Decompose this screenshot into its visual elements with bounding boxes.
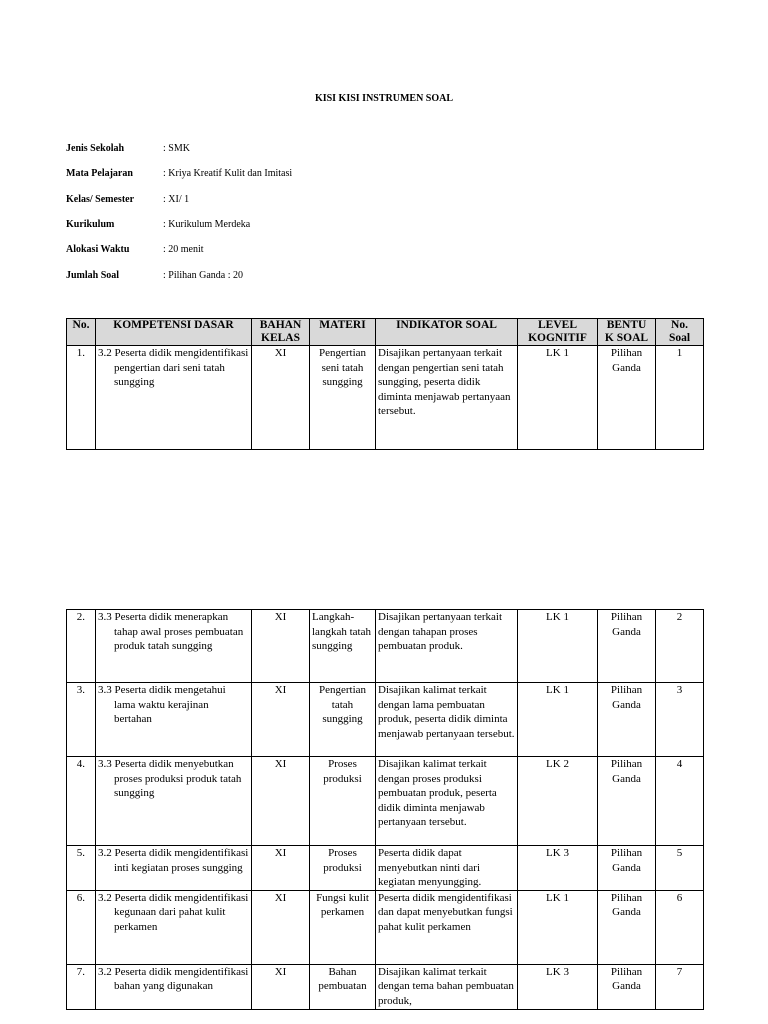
info-value: : Kriya Kreatif Kulit dan Imitasi (163, 168, 293, 179)
cell-no-soal: 6 (656, 890, 704, 964)
cell-no: 6. (67, 890, 96, 964)
cell-no: 5. (67, 846, 96, 891)
info-label: Kurikulum (66, 219, 115, 230)
cell-indikator: Disajikan kalimat terkait dengan proses produksi pembuatan produk, peserta didik diminta menjawab pertanyaan tersebut. (376, 757, 518, 846)
info-label: Mata Pelajaran (66, 168, 133, 179)
cell-kompetensi-dasar (96, 346, 252, 450)
cell-indikator: Peserta didik mengidentifikasi dan dapat menyebutkan fungsi pahat kulit perkamen (376, 890, 518, 964)
table-row (67, 610, 704, 683)
cell-materi: Langkah-langkah tatah sungging (310, 610, 376, 683)
cell-no: 2. (67, 610, 96, 683)
info-label: Kelas/ Semester (66, 194, 135, 205)
cell-materi: Pengertian seni tatah sungging (310, 346, 376, 450)
cell-text: 3.2 Peserta didik mengidentifikasi kegunaan dari pahat kulit perkamen (98, 891, 249, 933)
kisi-table-part-1 (66, 318, 704, 450)
cell-kelas: XI (252, 757, 310, 846)
cell-materi: Bahan pembuatan (310, 964, 376, 1009)
cell-no: 3. (67, 683, 96, 757)
cell-indikator: Disajikan kalimat terkait dengan lama pembuatan produk, peserta didik diminta menjawab pertanyaan tersebut. (376, 683, 518, 757)
cell-kelas: XI (252, 964, 310, 1009)
header-text: BAHAN (259, 319, 302, 331)
cell-no-soal: 4 (656, 757, 704, 846)
cell-indikator: Disajikan pertanyaan terkait dengan pengertian seni tatah sungging, peserta didik diminta menjawab pertanyaan tersebut. (376, 346, 518, 450)
cell-kelas: XI (252, 890, 310, 964)
cell-bentuk: Pilihan Ganda (598, 890, 656, 964)
info-value: : XI/ 1 (163, 194, 190, 205)
cell-indikator: Peserta didik dapat menyebutkan ninti dari kegiatan menyungging. (376, 846, 518, 891)
info-value: : Kurikulum Merdeka (163, 219, 251, 230)
cell-text: 3.3 Peserta didik menerapkan tahap awal proses pembuatan produk tatah sungging (98, 611, 244, 653)
cell-no: 7. (67, 964, 96, 1009)
info-label: Jenis Sekolah (66, 143, 125, 154)
table-row (67, 683, 704, 757)
header-no: No. (67, 319, 96, 346)
info-label: Jumlah Soal (66, 270, 120, 281)
cell-kelas: XI (252, 683, 310, 757)
cell-level: LK 2 (518, 757, 598, 846)
header-bentuk-soal (598, 319, 656, 346)
cell-kompetensi-dasar (96, 964, 252, 1009)
cell-materi: Fungsi kulit perkamen (310, 890, 376, 964)
header-text: LEVEL (538, 319, 577, 331)
cell-no-soal: 5 (656, 846, 704, 891)
cell-level: LK 3 (518, 964, 598, 1009)
cell-no-soal: 3 (656, 683, 704, 757)
cell-text: 3.2 Peserta didik mengidentifikasi pengertian dari seni tatah sungging (98, 347, 249, 389)
table-row (67, 890, 704, 964)
cell-kompetensi-dasar (96, 846, 252, 891)
cell-no: 4. (67, 757, 96, 846)
cell-text: 3.2 Peserta didik mengidentifikasi inti kegiatan proses sungging (98, 847, 249, 874)
header-kompetensi-dasar: KOMPETENSI DASAR (96, 319, 252, 346)
info-label: Alokasi Waktu (66, 244, 130, 255)
cell-indikator: Disajikan kalimat terkait dengan tema bahan pembuatan produk, (376, 964, 518, 1009)
header-text: Soal (668, 332, 691, 344)
table-row (67, 964, 704, 1009)
header-indikator-soal: INDIKATOR SOAL (376, 319, 518, 346)
cell-no-soal: 7 (656, 964, 704, 1009)
cell-text: 3.3 Peserta didik mengetahui lama waktu kerajinan bertahan (98, 684, 226, 726)
info-value: : 20 menit (163, 244, 204, 255)
cell-bentuk: Pilihan Ganda (598, 846, 656, 891)
cell-no-soal: 1 (656, 346, 704, 450)
header-text: BENTU (606, 319, 647, 331)
cell-bentuk: Pilihan Ganda (598, 683, 656, 757)
cell-materi: Pengertian tatah sungging (310, 683, 376, 757)
header-no-soal (656, 319, 704, 346)
cell-bentuk: Pilihan Ganda (598, 346, 656, 450)
cell-level: LK 1 (518, 346, 598, 450)
header-text: KOGNITIF (528, 332, 587, 344)
table-row (67, 757, 704, 846)
cell-indikator: Disajikan pertanyaan terkait dengan tahapan proses pembuatan produk. (376, 610, 518, 683)
table-row (67, 346, 704, 450)
cell-text: 3.3 Peserta didik menyebutkan proses produksi produk tatah sungging (98, 758, 242, 800)
cell-kompetensi-dasar (96, 890, 252, 964)
cell-kelas: XI (252, 846, 310, 891)
cell-no-soal: 2 (656, 610, 704, 683)
cell-kompetensi-dasar (96, 683, 252, 757)
info-value: : Pilihan Ganda : 20 (163, 270, 243, 281)
cell-kelas: XI (252, 610, 310, 683)
header-text: No. (671, 319, 688, 331)
header-materi: MATERI (310, 319, 376, 346)
cell-level: LK 1 (518, 890, 598, 964)
header-text: KELAS (261, 332, 300, 344)
table-header-row (67, 319, 704, 346)
cell-text: 3.2 Peserta didik mengidentifikasi bahan yang digunakan (98, 965, 249, 993)
cell-kompetensi-dasar (96, 610, 252, 683)
cell-kompetensi-dasar (96, 757, 252, 846)
cell-no: 1. (67, 346, 96, 450)
cell-materi: Proses produksi (310, 757, 376, 846)
cell-materi: Proses produksi (310, 846, 376, 891)
cell-kelas: XI (252, 346, 310, 450)
header-bahan-kelas (252, 319, 310, 346)
kisi-table-part-2 (66, 609, 704, 1010)
cell-level: LK 1 (518, 610, 598, 683)
header-text: K SOAL (604, 332, 649, 344)
table-row (67, 846, 704, 891)
cell-level: LK 1 (518, 683, 598, 757)
cell-bentuk: Pilihan Ganda (598, 964, 656, 1009)
info-value: : SMK (163, 143, 190, 154)
document-title: KISI KISI INSTRUMEN SOAL (314, 93, 454, 104)
cell-bentuk: Pilihan Ganda (598, 610, 656, 683)
cell-level: LK 3 (518, 846, 598, 891)
header-level-kognitif (518, 319, 598, 346)
cell-bentuk: Pilihan Ganda (598, 757, 656, 846)
